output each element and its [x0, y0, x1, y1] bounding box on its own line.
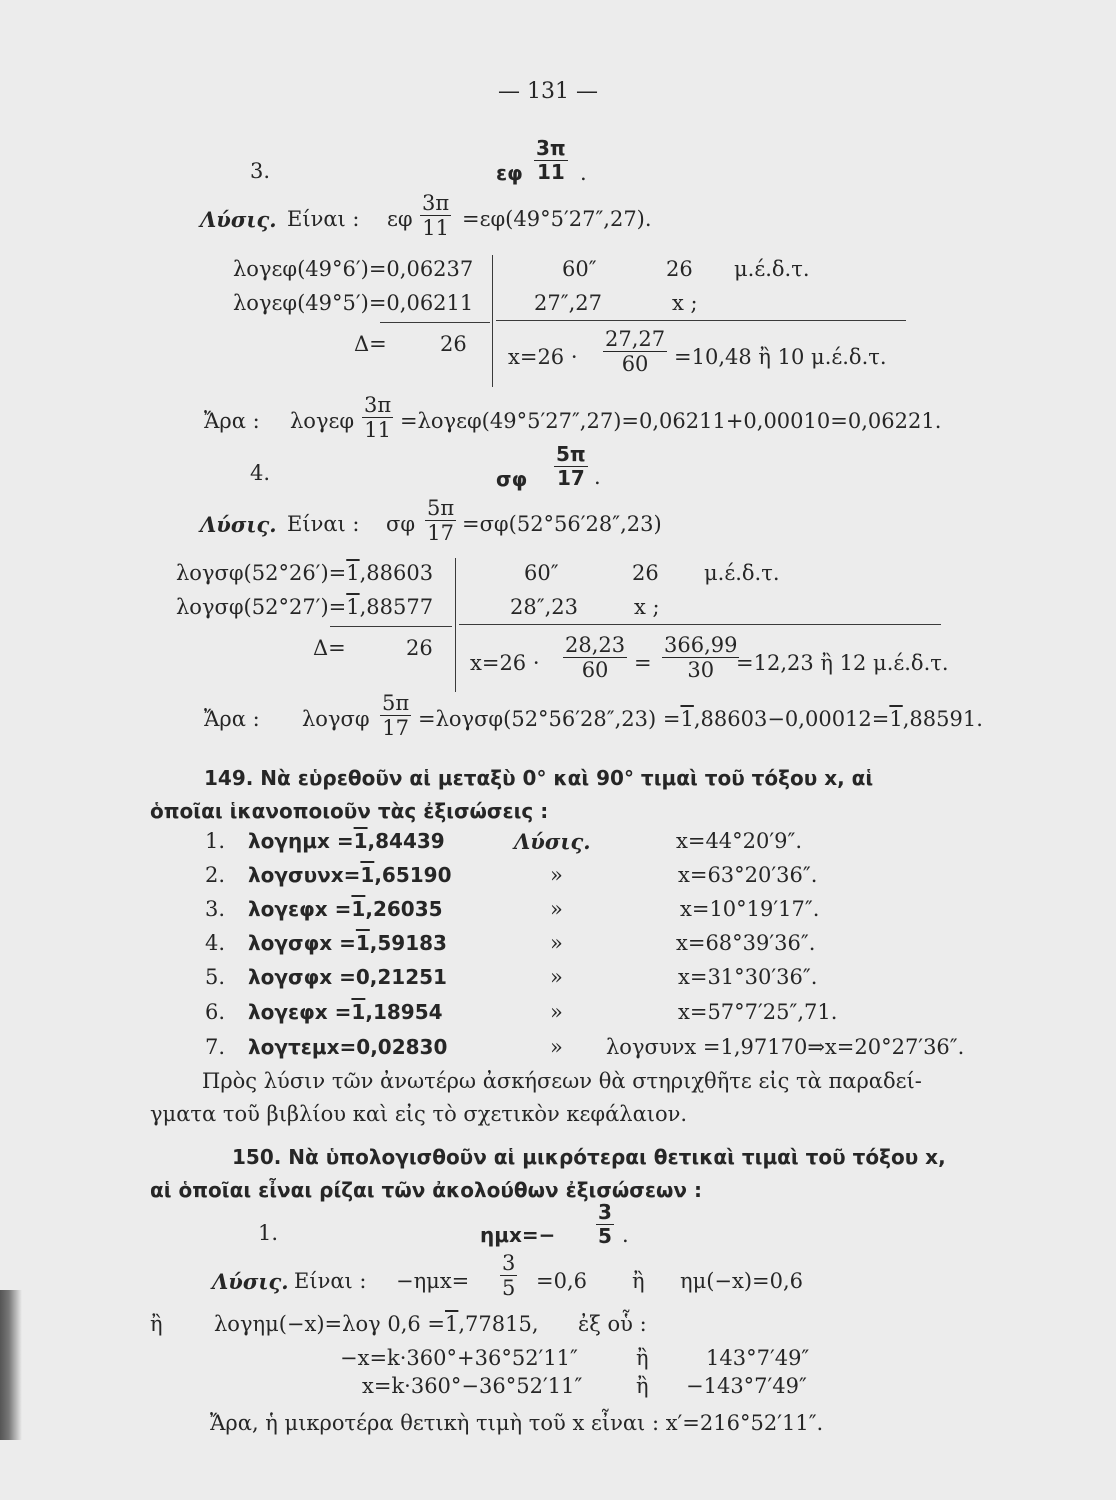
fraction-numerator: 3π — [422, 191, 450, 215]
list-item-equation — [248, 830, 445, 852]
result-rhs — [418, 708, 983, 731]
exercise-number: 3. — [250, 159, 271, 183]
log-row-1-lhs: λογσφ(52°26′)= — [176, 561, 347, 585]
log-row-2 — [176, 596, 433, 619]
equation-lhs: λογσφx =0,21251 — [248, 965, 447, 989]
equation-mantissa: ,18954 — [365, 1000, 443, 1024]
exercise-fraction — [596, 1202, 614, 1247]
proportion-r2c2: x ; — [634, 595, 660, 619]
step3-or: ἢ — [636, 1346, 649, 1370]
log-row-1: λογεφ(49°6′)=0,06237 — [233, 257, 474, 281]
delta-label: Δ= — [313, 636, 346, 660]
solution-label: Λύσις. — [200, 512, 277, 537]
list-item-ditto: » — [550, 931, 563, 955]
list-item-equation — [248, 1036, 447, 1058]
list-item-equation — [248, 932, 447, 954]
list-item-equation — [248, 898, 443, 920]
proportion-rule — [459, 624, 941, 625]
equation-function: σφ — [386, 512, 416, 536]
fraction-denominator: 60 — [581, 658, 609, 683]
equation-function: εφ — [387, 207, 413, 231]
exercise-fraction — [534, 138, 568, 183]
x-equals: = — [634, 651, 652, 675]
list-item-number: 6. — [205, 1000, 226, 1024]
result-label: Ἄρα : — [204, 707, 260, 731]
page-edge-shadow — [0, 1290, 22, 1440]
list-item-result: x=63°20′36″. — [678, 863, 818, 887]
list-item-number: 7. — [205, 1035, 226, 1059]
step2-bar-digit: 1 — [445, 1312, 459, 1336]
fraction-numerator: 3 — [598, 1200, 612, 1224]
result-function: λογσφ — [302, 707, 370, 731]
fraction-denominator: 5 — [502, 1276, 516, 1301]
fraction-numerator: 3 — [502, 1251, 516, 1275]
equation-bar-digit: 1 — [353, 829, 368, 853]
equation-mantissa: ,26035 — [365, 897, 443, 921]
step1-rhs: =0,6 — [536, 1269, 587, 1293]
exercise-lhs: ημx=− — [480, 1223, 556, 1247]
proportion-r2c1: 28″,23 — [510, 595, 578, 619]
einai-text: Είναι : — [294, 1269, 367, 1293]
list-item-number: 1. — [205, 829, 226, 853]
equation-rhs: =εφ(49°5′27″,27). — [462, 207, 652, 231]
step2-expression — [214, 1313, 539, 1336]
equation-fraction — [425, 497, 456, 544]
period: . — [580, 161, 587, 185]
fraction-numerator: 27,27 — [605, 327, 666, 351]
solution-label: Λύσις. — [212, 1269, 289, 1294]
x-expression-post: =12,23 ἢ 12 μ.έ.δ.τ. — [736, 651, 949, 675]
fraction-numerator: 28,23 — [565, 633, 626, 657]
step2-lhs: λογημ(−x)=λογ 0,6 = — [214, 1312, 445, 1336]
equation-lhs: λογεφx = — [248, 897, 352, 921]
period: . — [622, 1223, 629, 1247]
delta-label: Δ= — [354, 332, 387, 356]
result-rhs-start: =λογσφ(52°56′28″,23) = — [418, 707, 681, 731]
list-item-result: x=31°30′36″. — [678, 965, 818, 989]
exercise-function: σφ — [496, 467, 528, 491]
delta-value: 26 — [440, 332, 467, 356]
problem-149-heading-line-2: ὁποῖαι ἱκανοποιοῦν τὰς ἐξισώσεις : — [150, 799, 549, 823]
proportion-r1c3: μ.έ.δ.τ. — [734, 257, 810, 281]
equation-mantissa: ,65190 — [374, 863, 452, 887]
result-bar-digit-2: 1 — [889, 707, 903, 731]
equation-fraction — [420, 192, 451, 239]
log-row-2: λογεφ(49°5′)=0,06211 — [233, 291, 474, 315]
equation-lhs: λογσυνx= — [248, 863, 361, 887]
equation-rhs: =σφ(52°56′28″,23) — [462, 512, 662, 536]
proportion-rule — [496, 320, 906, 321]
fraction-denominator: 11 — [422, 216, 449, 241]
equation-bar-digit: 1 — [351, 1000, 366, 1024]
list-item-result: x=44°20′9″. — [676, 829, 803, 853]
proportion-r1c1: 60″ — [524, 561, 559, 585]
proportion-r1c3: μ.έ.δ.τ. — [704, 561, 780, 585]
solution-label: Λύσις. — [200, 207, 277, 232]
fraction-denominator: 5 — [598, 1224, 612, 1248]
result-fraction — [362, 394, 393, 441]
equation-mantissa: ,59183 — [369, 931, 447, 955]
step1-alt: ημ(−x)=0,6 — [680, 1269, 804, 1293]
einai-text: Είναι : — [287, 207, 360, 231]
list-item-result: x=10°19′17″. — [680, 897, 820, 921]
equation-mantissa: ,84439 — [367, 829, 445, 853]
proportion-r1c2: 26 — [666, 257, 693, 281]
exercise-number: 4. — [250, 461, 271, 485]
result-rhs: =λογεφ(49°5′27″,27)=0,06211+0,00010=0,06221. — [400, 409, 942, 433]
fraction-numerator: 5π — [382, 691, 410, 715]
equation-bar-digit: 1 — [351, 897, 366, 921]
step3-expression: −x=k·360°+36°52′11″ — [340, 1346, 578, 1370]
period: . — [594, 465, 601, 489]
equation-lhs: λογτεμx=0,02830 — [248, 1035, 448, 1059]
step1-lhs: −ημx= — [396, 1269, 470, 1293]
log-row-1-mantissa: ,88603 — [359, 561, 434, 585]
einai-text: Είναι : — [287, 512, 360, 536]
step1-fraction — [500, 1252, 517, 1299]
fraction-denominator: 60 — [621, 352, 649, 377]
equation-bar-digit: 1 — [355, 931, 370, 955]
step2-tail: ἐξ οὗ : — [578, 1312, 647, 1336]
exercise-function: εφ — [496, 161, 523, 185]
delta-rule — [330, 626, 452, 627]
proportion-r2c2: x ; — [672, 291, 698, 315]
delta-value: 26 — [406, 636, 433, 660]
step1-or: ἢ — [632, 1269, 645, 1293]
fraction-numerator: 366,99 — [664, 633, 738, 657]
proportion-r2c1: 27″,27 — [534, 291, 602, 315]
result-rhs-mid: ,88603−0,00012= — [693, 707, 890, 731]
exercise-number: 1. — [258, 1221, 279, 1245]
x-expression-pre: x=26 · — [470, 651, 540, 675]
step4-expression: x=k·360°−36°52′11″ — [362, 1374, 583, 1398]
page-number: — 131 — — [498, 79, 598, 104]
x-fraction — [603, 328, 667, 375]
table-divider — [455, 558, 456, 692]
list-item-result: x=57°7′25″,71. — [678, 1000, 838, 1024]
result-label: Ἄρα : — [204, 409, 260, 433]
list-item-result: λογσυνx =1,97170⇒x=20°27′36″. — [606, 1035, 965, 1059]
list-item-equation — [248, 966, 447, 988]
final-answer: Ἄρα, ἡ μικροτέρα θετικὴ τιμὴ τοῦ x εἶναι : x′=216°52′11″. — [210, 1411, 824, 1435]
fraction-numerator: 3π — [536, 136, 566, 160]
list-item-number: 5. — [205, 965, 226, 989]
result-rhs-end: ,88591. — [902, 707, 983, 731]
delta-rule — [380, 322, 490, 323]
fraction-denominator: 11 — [364, 418, 391, 443]
list-item-result: x=68°39′36″. — [676, 931, 816, 955]
fraction-numerator: 5π — [427, 496, 455, 520]
x-expression-post: =10,48 ἢ 10 μ.έ.δ.τ. — [674, 345, 887, 369]
list-item-ditto: » — [550, 1035, 563, 1059]
log-row-2-bar-digit: 1 — [346, 595, 360, 619]
fraction-denominator: 17 — [382, 716, 409, 741]
result-fraction — [380, 692, 411, 739]
list-item-ditto: » — [550, 965, 563, 989]
step4-or: ἢ — [636, 1374, 649, 1398]
result-bar-digit-1: 1 — [680, 707, 694, 731]
x-fraction-2 — [662, 634, 739, 681]
step4-alt: −143°7′49″ — [686, 1374, 807, 1398]
log-row-2-lhs: λογσφ(52°27′)= — [176, 595, 347, 619]
list-item-equation — [248, 864, 452, 886]
fraction-denominator: 17 — [427, 521, 454, 546]
fraction-denominator: 11 — [536, 160, 565, 184]
list-item-ditto: » — [550, 1000, 563, 1024]
problem-149-heading-line-1: 149. Νὰ εὑρεθοῦν αἱ μεταξὺ 0° καὶ 90° τιμαὶ τοῦ τόξου x, αἱ — [204, 766, 874, 790]
step2-or: ἢ — [150, 1312, 163, 1336]
result-function: λογεφ — [290, 409, 355, 433]
equation-bar-digit: 1 — [360, 863, 375, 887]
log-row-1-bar-digit: 1 — [346, 561, 360, 585]
note-line-2: γματα τοῦ βιβλίου καὶ εἰς τὸ σχετικὸν κεφάλαιον. — [150, 1102, 688, 1126]
table-divider — [492, 255, 493, 387]
list-item-number: 4. — [205, 931, 226, 955]
step2-mantissa: ,77815, — [458, 1312, 539, 1336]
list-item-number: 3. — [205, 897, 226, 921]
proportion-r1c2: 26 — [632, 561, 659, 585]
list-item-equation — [248, 1001, 443, 1023]
exercise-fraction — [554, 444, 588, 489]
problem-150-heading-line-1: 150. Νὰ ὑπολογισθοῦν αἱ μικρότεραι θετικαὶ τιμαὶ τοῦ τόξου x, — [232, 1145, 946, 1169]
x-fraction-1 — [563, 634, 627, 681]
problem-150-heading-line-2: αἱ ὁποῖαι εἶναι ρίζαι τῶν ἀκολούθων ἐξισώσεων : — [150, 1178, 702, 1202]
list-item-ditto: » — [550, 897, 563, 921]
fraction-denominator: 30 — [687, 658, 715, 683]
equation-lhs: λογημx = — [248, 829, 354, 853]
log-row-2-mantissa: ,88577 — [359, 595, 434, 619]
log-row-1 — [176, 562, 433, 585]
list-item-ditto: » — [550, 863, 563, 887]
note-line-1: Πρὸς λύσιν τῶν ἀνωτέρω ἀσκήσεων θὰ στηριχθῆτε εἰς τὰ παραδεί- — [202, 1069, 922, 1093]
fraction-numerator: 3π — [364, 393, 392, 417]
proportion-r1c1: 60″ — [562, 257, 597, 281]
equation-lhs: λογεφx = — [248, 1000, 352, 1024]
fraction-numerator: 5π — [556, 442, 586, 466]
equation-lhs: λογσφx = — [248, 931, 356, 955]
step3-alt: 143°7′49″ — [706, 1346, 810, 1370]
x-expression-pre: x=26 · — [508, 345, 578, 369]
list-item-number: 2. — [205, 863, 226, 887]
list-item-solution-label: Λύσις. — [514, 829, 591, 854]
fraction-denominator: 17 — [556, 466, 585, 490]
